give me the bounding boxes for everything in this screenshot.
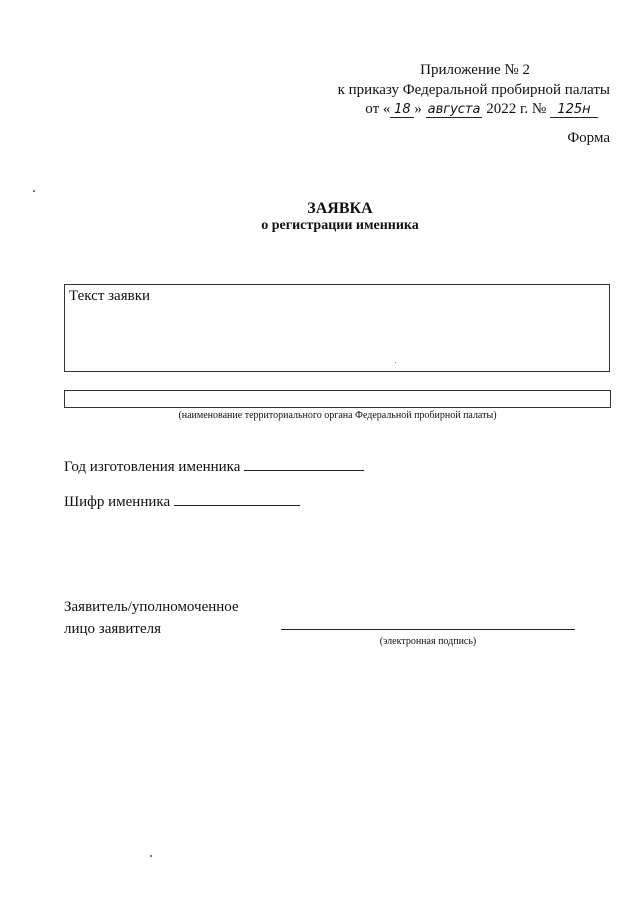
handwritten-month: августа	[427, 102, 481, 117]
scan-speck	[395, 362, 396, 363]
signature-caption: (электронная подпись)	[379, 636, 477, 647]
scan-speck	[33, 190, 35, 192]
hallmark-code-blank[interactable]	[174, 491, 300, 506]
territorial-body-caption: (наименование территориального органа Федеральной пробирной палаты)	[178, 410, 497, 421]
document-title: ЗАЯВКА	[307, 200, 373, 217]
date-year: 2022 г. №	[486, 101, 547, 117]
signature-line[interactable]	[281, 629, 575, 630]
date-mid: »	[414, 101, 422, 117]
applicant-line-2: лицо заявителя	[64, 621, 161, 637]
request-text-label: Текст заявки	[69, 288, 151, 304]
hallmark-code-row	[64, 491, 300, 511]
document-subtitle: о регистрации именника	[261, 218, 419, 233]
appendix-order-reference: к приказу Федеральной пробирной палаты	[337, 82, 610, 98]
applicant-block	[64, 596, 239, 640]
handwritten-day: 18	[390, 102, 414, 118]
manufacture-year-label: Год изготовления именника	[64, 459, 241, 475]
handwritten-order-number: 125н	[550, 102, 598, 118]
hallmark-code-label: Шифр именника	[64, 494, 171, 510]
applicant-line-1: Заявитель/уполномоченное	[64, 599, 239, 615]
manufacture-year-blank[interactable]	[244, 456, 364, 471]
date-prefix: от «	[365, 101, 391, 117]
territorial-body-field[interactable]	[64, 390, 611, 408]
manufacture-year-row	[64, 456, 364, 476]
appendix-number: Приложение № 2	[420, 62, 530, 78]
request-text-box[interactable]	[64, 284, 610, 372]
appendix-order-date-line	[365, 99, 598, 119]
scan-speck	[150, 855, 152, 857]
form-label: Форма	[567, 130, 610, 146]
